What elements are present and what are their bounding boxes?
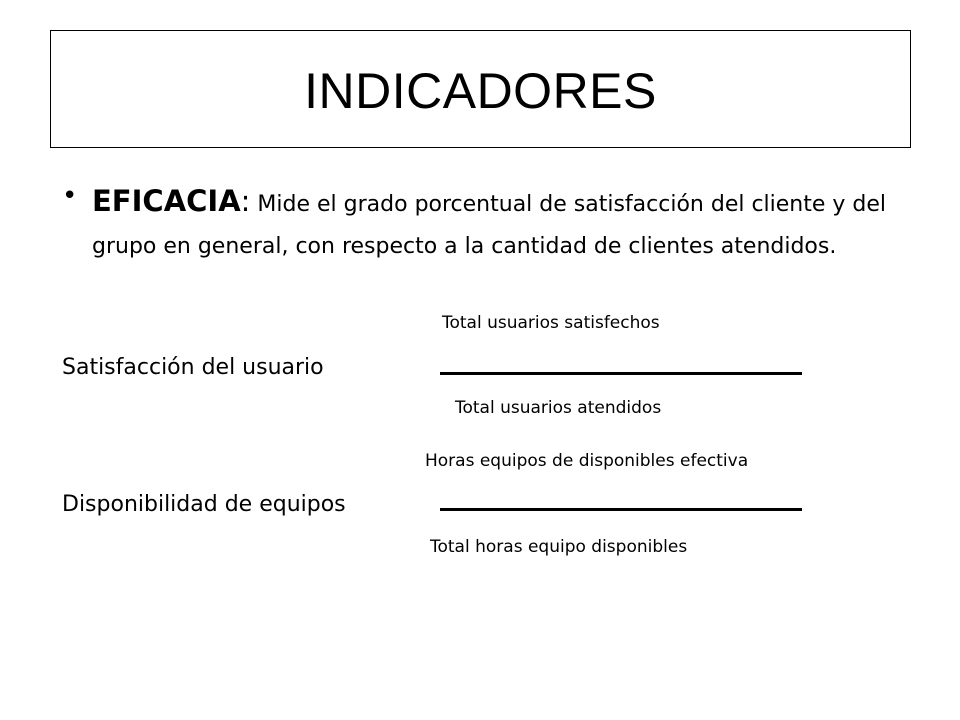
- bullet-eficacia: [62, 180, 922, 268]
- bullet-text: [92, 180, 922, 268]
- availability-label: Disponibilidad de equipos: [62, 492, 346, 517]
- bullet-dot-icon: •: [62, 181, 78, 211]
- satisfaction-label: Satisfacción del usuario: [62, 355, 324, 380]
- satisfaction-numerator: Total usuarios satisfechos: [442, 313, 660, 333]
- bullet-description: Mide el grado porcentual de satisfacción del cliente y del grupo en general, con respecto a la cantidad de clientes atendidos.: [92, 192, 887, 259]
- availability-fraction-line: [440, 508, 802, 511]
- slide-title: INDICADORES: [304, 63, 657, 119]
- satisfaction-denominator: Total usuarios atendidos: [455, 398, 662, 418]
- bullet-colon: :: [240, 184, 251, 218]
- title-box: [50, 30, 911, 148]
- bullet-term: EFICACIA: [92, 184, 241, 218]
- availability-numerator: Horas equipos de disponibles efectiva: [425, 451, 749, 471]
- satisfaction-fraction-line: [440, 372, 802, 375]
- availability-denominator: Total horas equipo disponibles: [430, 537, 688, 557]
